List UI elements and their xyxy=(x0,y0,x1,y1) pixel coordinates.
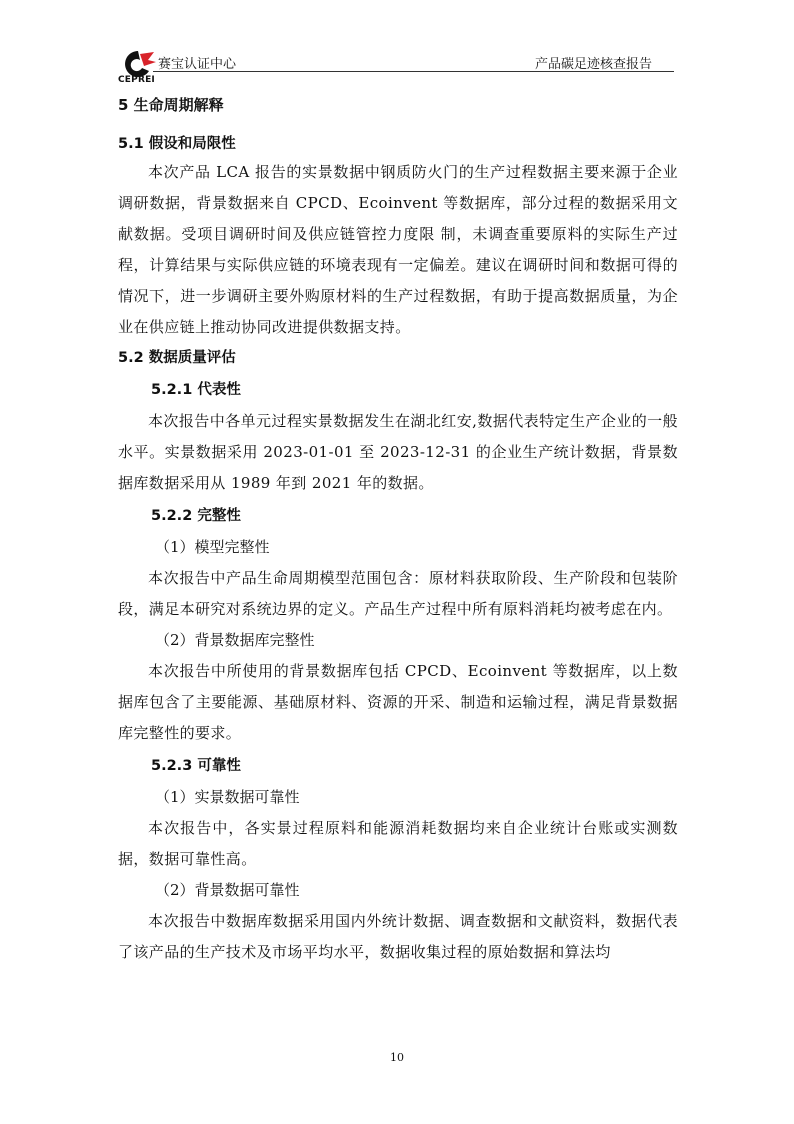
section-5-2-3-heading: 5.2.3 可靠性 xyxy=(151,758,241,774)
section-5-1-heading: 5.1 假设和局限性 xyxy=(118,136,236,152)
section-5-2-2-paragraph-2: 本次报告中所使用的背景数据库包括 CPCD、Ecoinvent 等数据库，以上数据库包含了主要能源、基础原材料、资源的开采、制造和运输过程，满足背景数据库完整性的要求。 xyxy=(118,662,678,742)
section-5-2-2-subheading-2: （2）背景数据库完整性 xyxy=(155,631,315,649)
section-5-2-1-paragraph: 本次报告中各单元过程实景数据发生在湖北红安,数据代表特定生产企业的一般水平。实景数据采用 2023-01-01 至 2023-12-31 的企业生产统计数据，背景数据库数据采用从 1989 年到 2021 年的数据。 xyxy=(118,412,678,492)
page-header xyxy=(118,46,674,86)
section-5-2-1-heading: 5.2.1 代表性 xyxy=(151,382,241,398)
logo-wordmark: CEPREI xyxy=(118,75,155,85)
report-title: 产品碳足迹核查报告 xyxy=(534,57,652,72)
section-5-heading: 5 生命周期解释 xyxy=(118,96,224,114)
section-5-2-2-heading: 5.2.2 完整性 xyxy=(151,508,241,524)
section-5-2-3-paragraph-2: 本次报告中数据库数据采用国内外统计数据、调查数据和文献资料，数据代表了该产品的生产技术及市场平均水平，数据收集过程的原始数据和算法均 xyxy=(118,912,678,961)
section-5-2-2-paragraph-1: 本次报告中产品生命周期模型范围包含：原材料获取阶段、生产阶段和包装阶段，满足本研究对系统边界的定义。产品生产过程中所有原料消耗均被考虑在内。 xyxy=(118,569,678,618)
header-divider xyxy=(153,71,674,72)
section-5-2-heading: 5.2 数据质量评估 xyxy=(118,350,236,366)
organization-name: 赛宝认证中心 xyxy=(158,57,237,72)
section-5-2-3-subheading-1: （1）实景数据可靠性 xyxy=(155,788,300,806)
section-5-2-2-subheading-1: （1）模型完整性 xyxy=(155,538,270,556)
page-number: 10 xyxy=(390,1051,404,1064)
section-5-1-paragraph: 本次产品 LCA 报告的实景数据中钢质防火门的生产过程数据主要来源于企业调研数据，背景数据来自 CPCD、Ecoinvent 等数据库，部分过程的数据采用文献数据。受项目调研时间及供应链管控力度限 制，未调查重要原料的实际生产过程，计算结果与实际供应链的环境表现有一定偏差。建议在调研时间和数据可得的情况下，进一步调研主要外购原材料的生产过程数据，有助于提高数据质量，为企业在供应链上推动协同改进提供数据支持。 xyxy=(118,163,678,336)
document-body xyxy=(118,93,678,968)
section-5-2-3-paragraph-1: 本次报告中，各实景过程原料和能源消耗数据均来自企业统计台账或实测数据，数据可靠性高。 xyxy=(118,819,678,868)
section-5-2-3-subheading-2: （2）背景数据可靠性 xyxy=(155,881,300,899)
